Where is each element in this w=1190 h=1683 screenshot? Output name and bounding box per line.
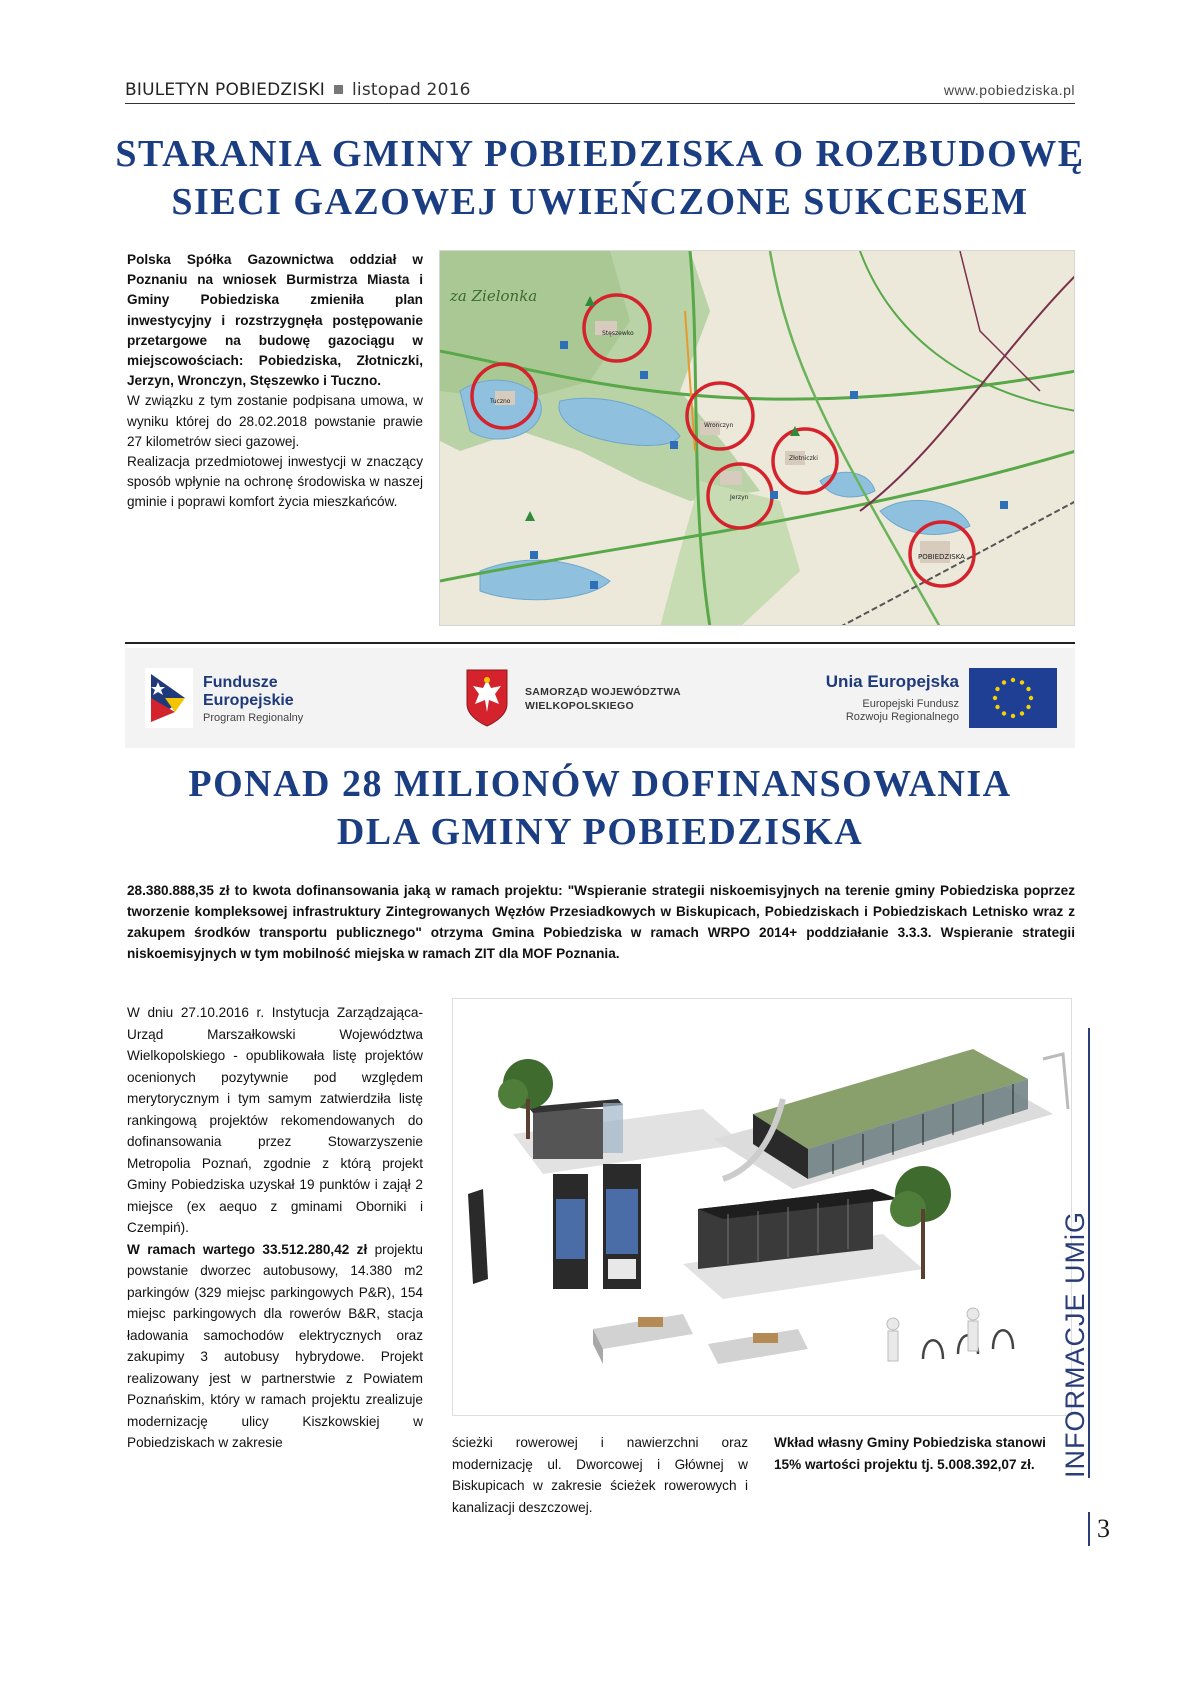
fe-title-line2: Europejskie [203, 692, 294, 709]
article1-title-line2: SIECI GAZOWEJ UWIEŃCZONE SUKCESEM [171, 181, 1029, 223]
map-place-label: Jerzyn [730, 494, 749, 501]
page-header [125, 78, 1075, 104]
map-forest-label: za Zielonka [450, 287, 538, 305]
article2-column-1 [127, 1002, 423, 1454]
fe-title-line1: Fundusze [203, 674, 278, 691]
article1-title-line1: STARANIA GMINY POBIEDZISKA O ROZBUDOWĘ [115, 133, 1085, 175]
page-number: 3 [1097, 1514, 1110, 1543]
architecture-render-graphic [453, 999, 1072, 1416]
map-place-label: Złotniczki [789, 455, 818, 462]
publication-name: BIULETYN POBIEDZISKI [125, 80, 325, 100]
article2-paragraph-2-text: projektu powstanie dworzec autobusowy, 14.380 m2 parkingów (329 miejsc parkingowych P&R), 154 miejsc parkingowych dla rowerów B&R, stacja ładowania samochodów elektrycznych oraz zakupimy 3 autobusy hybrydowe. Projekt realizowany jest w partnerstwie z Powiatem Poznańskim, który w ramach projektu zrealizuje modernizację ulicy Kiszkowskiej w Pobiedziskach w zakresie [127, 1241, 423, 1450]
sw-title-line1: SAMORZĄD WOJEWÓDZTWA [525, 686, 681, 698]
article2-own-contribution: Wkład własny Gminy Pobiedziska stanowi 15% wartości projektu tj. 5.008.392,07 zł. [774, 1435, 1046, 1472]
samorzad-logo [465, 668, 705, 732]
transport-hub-visualization [452, 998, 1072, 1416]
funding-logos-bar [125, 648, 1075, 748]
map-graphic [440, 251, 1075, 626]
ue-subtitle-line1: Europejski Fundusz [862, 698, 959, 710]
eu-flag-icon [969, 668, 1057, 728]
fe-subtitle: Program Regionalny [203, 712, 304, 724]
separator-square-icon [334, 85, 343, 94]
ue-title: Unia Europejska [825, 672, 959, 691]
article1-paragraph-2: Realizacja przedmiotowej inwestycji w znaczący sposób wpłynie na ochronę środowiska w naszej gminie i poprawi komfort życia mieszkańców. [127, 454, 423, 510]
map-place-label: Wronczyn [704, 422, 734, 429]
map-place-label: POBIEDZISKA [918, 553, 965, 561]
sw-title-line2: WIELKOPOLSKIEGO [525, 700, 634, 712]
article1-title [100, 130, 1100, 226]
page-number-rule [1088, 1512, 1090, 1546]
article1-paragraph-1: W związku z tym zostanie podpisana umowa, w wyniku której do 28.02.2018 powstanie prawie 27 kilometrów sieci gazowej. [127, 393, 423, 449]
article1-intro-bold: Polska Spółka Gazownictwa oddział w Poznaniu na wniosek Burmistrza Miasta i Gminy Pobiedziska zmieniła plan inwestycyjny i rozstrzygnęła postępowanie przetargowe na budowę gazociągu w miejscowościach: Pobiedziska, Złotniczki, Jerzyn, Wronczyn, Stęszewko i Tuczno. [127, 252, 423, 389]
fundusze-europejskie-logo [145, 668, 365, 728]
website-link[interactable]: www.pobiedziska.pl [943, 82, 1075, 98]
section-divider [125, 642, 1075, 644]
section-label: INFORMACJE UMiG [1060, 1211, 1090, 1478]
publication-info [125, 80, 471, 100]
article2-lead: 28.380.888,35 zł to kwota dofinansowania jaką w ramach projektu: "Wspieranie strategii niskoemisyjnych na terenie gminy Pobiedziska poprzez tworzenie kompleksowej infrastruktury Zintegrowanych Węzłów Przesiadkowych w Biskupicach, Pobiedziskach i Pobiedziskach Letnisko wraz z zakupem środków transportu publicznego" otrzyma Gmina Pobiedziska w ramach WRPO 2014+ poddziałanie 3.3.3. Wspieranie strategii niskoemisyjnych w tym mobilność miejska w ramach ZIT dla MOF Poznania. [127, 883, 1075, 961]
article2-title-line1: PONAD 28 MILIONÓW DOFINANSOWANIA [188, 763, 1012, 805]
article2-value-bold: W ramach wartego 33.512.280,42 zł [127, 1241, 368, 1257]
section-sidebar [1060, 1028, 1122, 1478]
fe-star-icon [145, 668, 193, 728]
article2-paragraph-1: W dniu 27.10.2016 r. Instytucja Zarządzająca-Urząd Marszałkowski Województwa Wielkopolskiego - opublikowała listę projektów ocenionych pozytywnie pod względem merytorycznym i tym samym zatwierdziła listę rankingową projektów rekomendowanych do dofinansowania przez Stowarzyszenie Metropolia Poznań, zgodnie z którą projekt Gminy Pobiedziska uzyskał 19 punktów i zajął 2 miejsce (ex aequo z gminami Oborniki i Czempiń). [127, 1005, 423, 1235]
issue-date: listopad 2016 [351, 80, 471, 100]
ue-subtitle-line2: Rozwoju Regionalnego [845, 711, 959, 723]
unia-europejska-logo [757, 668, 1057, 730]
gas-network-map [439, 250, 1075, 626]
article2-title-line2: DLA GMINY POBIEDZISKA [336, 811, 864, 853]
article1-text [127, 250, 423, 513]
article2-title [100, 760, 1100, 856]
article2-paragraph-2 [127, 1239, 423, 1454]
map-place-label: Stęszewko [602, 330, 634, 337]
article2-column-2: ścieżki rowerowej i nawierzchni oraz modernizację ul. Dworcowej i Głównej w Biskupicach w zakresie ścieżek rowerowych i kanalizacji deszczowej. [452, 1435, 748, 1515]
eagle-crest-icon [465, 668, 509, 728]
map-place-label: Tuczno [490, 398, 511, 405]
